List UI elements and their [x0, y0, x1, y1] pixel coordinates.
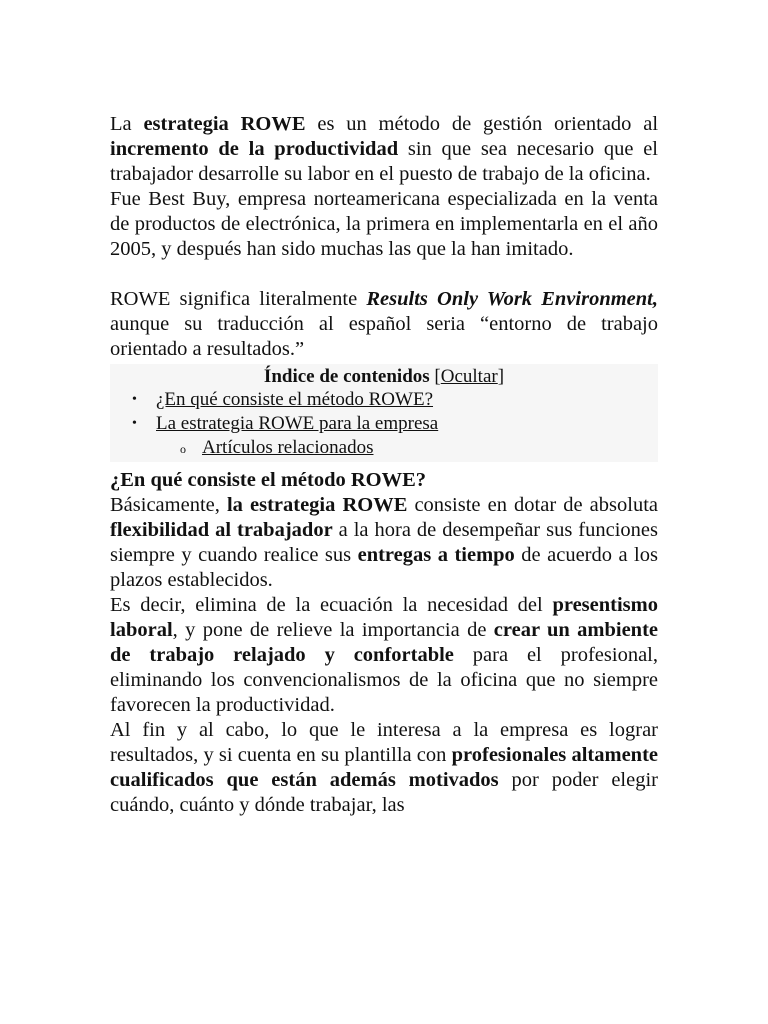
- section-paragraph-2: [110, 593, 658, 718]
- text-run: a la hora de desempeñar sus funciones siempre y cuando realice sus: [110, 519, 658, 566]
- bold-run: flexibilidad al trabajador: [110, 519, 333, 541]
- text-run: para el profesional, eliminando los convencionalismos de la oficina que no siempre favorecen la productividad.: [110, 644, 658, 716]
- toc-link-metodo-rowe[interactable]: ¿En qué consiste el método ROWE?: [156, 389, 434, 410]
- section-paragraph-1: [110, 493, 658, 593]
- intro-paragraph-2: Fue Best Buy, empresa norteamericana especializada en la venta de productos de electrónica, la primera en implementarla en el año 2005, y después han sido muchas las que la han imitado.: [110, 188, 658, 260]
- toc-title-row: [110, 365, 658, 388]
- table-of-contents: [110, 364, 658, 462]
- toc-subitem: [110, 436, 658, 460]
- text-run: sin que sea necesario que el trabajador desarrolle su labor en el puesto de trabajo de la oficina.: [110, 138, 658, 185]
- toc-item: [110, 412, 658, 436]
- text-run: Básicamente,: [110, 494, 227, 516]
- bold-run: entregas a tiempo: [357, 544, 515, 566]
- bold-run: crear un ambiente de trabajo relajado y confortable: [110, 619, 658, 666]
- text-run: Es decir, elimina de la ecuación la necesidad del: [110, 594, 553, 616]
- bracket: ]: [497, 366, 505, 387]
- paragraph-gap: [110, 262, 658, 287]
- toc-link-articulos-relacionados[interactable]: Artículos relacionados: [202, 437, 374, 458]
- bold-italic-run: Results Only Work Environment,: [366, 288, 658, 310]
- section-paragraph-3: [110, 718, 658, 818]
- section-heading: ¿En qué consiste el método ROWE?: [110, 469, 427, 491]
- text-run: por poder elegir cuándo, cuánto y dónde trabajar, las: [110, 769, 658, 816]
- text-run: es un método de gestión orientado al: [305, 113, 659, 135]
- toc-hide-link[interactable]: Ocultar: [440, 366, 498, 387]
- text-run: de acuerdo a los plazos establecidos.: [110, 544, 658, 591]
- text-run: aunque su traducción al español seria “entorno de trabajo orientado a resultados.”: [110, 313, 658, 360]
- bold-run: la estrategia ROWE: [226, 494, 408, 516]
- text-run: Al fin y al cabo, lo que le interesa a la empresa es lograr resultados, y si cuenta en su plantilla con: [110, 719, 658, 766]
- text-run: La: [110, 113, 144, 135]
- intro-paragraph-3: [110, 287, 658, 362]
- toc-link-estrategia-empresa[interactable]: La estrategia ROWE para la empresa: [156, 413, 439, 434]
- bold-run: presentismo laboral: [110, 594, 658, 641]
- text-run: , y pone de relieve la importancia de: [172, 619, 494, 641]
- bold-run: profesionales altamente cualificados que están además motivados: [110, 744, 659, 791]
- toc-hide-toggle[interactable]: [434, 366, 504, 387]
- intro-paragraph-1: [110, 112, 658, 187]
- text-run: consiste en dotar de absoluta: [407, 494, 658, 516]
- toc-title: Índice de contenidos: [263, 366, 430, 387]
- text-run: ROWE significa literalmente: [110, 288, 367, 310]
- toc-list: [110, 388, 658, 460]
- bold-run: estrategia ROWE: [143, 113, 306, 135]
- bracket: [: [434, 366, 441, 387]
- document-page: [110, 112, 658, 818]
- toc-item: [110, 388, 658, 412]
- bold-run: incremento de la productividad: [110, 138, 399, 160]
